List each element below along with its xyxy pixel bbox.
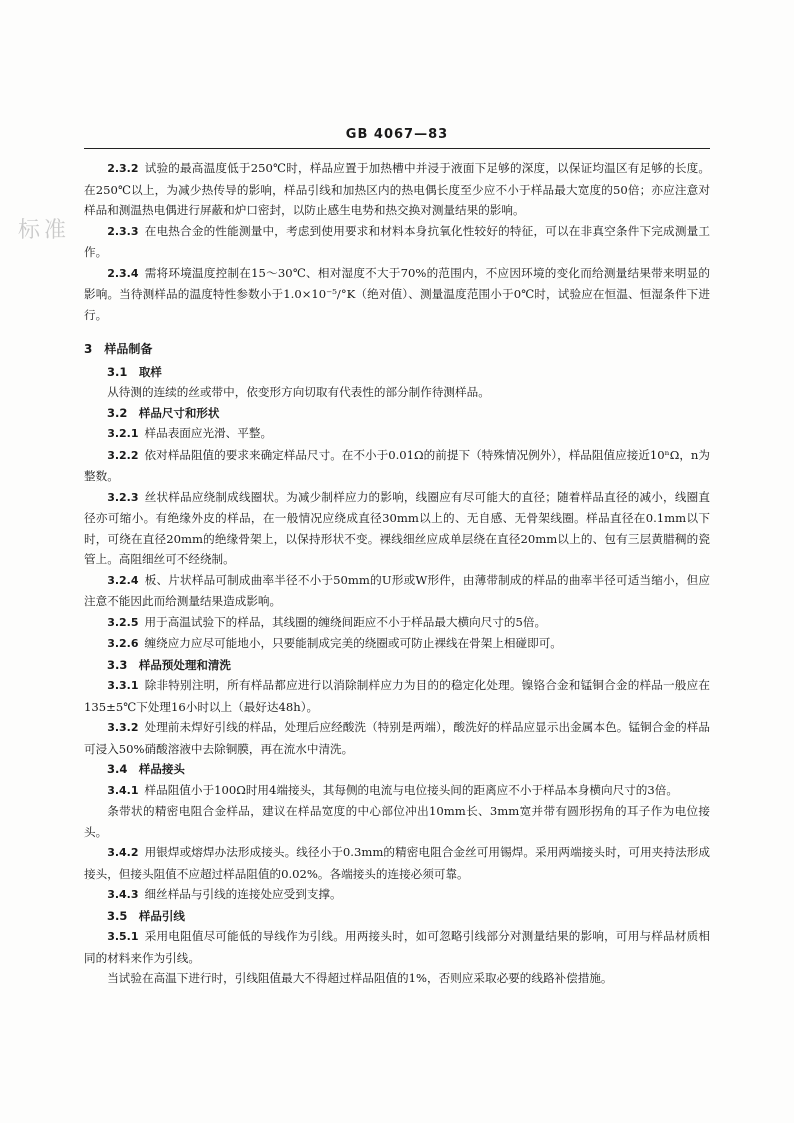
clause-2-3-4 — [84, 263, 710, 326]
clause-3-5-1 — [84, 926, 710, 968]
section-heading-3-2: 3.2 样品尺寸和形状 — [107, 405, 220, 420]
clause-text: 处理前未焊好引线的样品，处理后应经酸洗（特别是两端），酸洗好的样品应显示出金属本色。锰铜合金的样品可浸入50%硝酸溶液中去除铜膜，再在流水中清洗。 — [84, 720, 710, 756]
section-heading-3-3: 3.3 样品预处理和清洗 — [107, 657, 231, 672]
clause-text: 板、片状样品可制成曲率半径不小于50mm的U形或W形件，由薄带制成的样品的曲率半径可适当缩小，但应注意不能因此而给测量结果造成影响。 — [84, 572, 710, 608]
clause-text: 需将环境温度控制在15～30℃、相对湿度不大于70%的范围内，不应因环境的变化而给测量结果带来明显的影响。当待测样品的温度特性参数小于1.0×10⁻⁵/°K（绝对值）、测量温度范围小于0℃时，试验应在恒温、恒湿条件下进行。 — [84, 265, 710, 322]
clause-3-3-1 — [84, 675, 710, 717]
clause-3-2-2 — [84, 445, 710, 487]
paragraph-3-1: 从待测的连续的丝或带中，依变形方向切取有代表性的部分制作待测样品。 — [107, 385, 490, 399]
clause-number: 3.3.2 — [107, 721, 139, 734]
clause-text: 除非特别注明，所有样品都应进行以消除制样应力为目的的稳定化处理。镍铬合金和锰铜合金的样品一般应在135±5℃下处理16小时以上（最好达48h）。 — [84, 678, 710, 714]
clause-3-2-5 — [84, 612, 710, 634]
clause-text: 依对样品阻值的要求来确定样品尺寸。在不小于0.01Ω的前提下（特殊情况例外），样品阻值应接近10ⁿΩ，n为整数。 — [84, 447, 710, 483]
clause-number: 3.2.5 — [107, 615, 139, 629]
clause-3-2-6 — [84, 633, 710, 655]
clause-number: 3.4.1 — [107, 783, 139, 797]
section-heading-3: 3 样品制备 — [84, 342, 153, 356]
clause-number: 3.4.3 — [107, 888, 139, 901]
clause-number: 2.3.4 — [107, 266, 139, 280]
clause-number: 3.2.4 — [107, 573, 139, 587]
clause-3-4-2 — [84, 842, 710, 884]
clause-number: 3.3.1 — [107, 679, 139, 692]
clause-3-2-4 — [84, 570, 710, 612]
clause-3-2-3 — [84, 487, 710, 570]
clause-number: 3.2.1 — [107, 427, 139, 440]
clause-3-4-3 — [84, 884, 710, 906]
clause-number: 2.3.2 — [107, 162, 139, 175]
clause-text: 缠绕应力应尽可能地小，只要能制成完美的绕圈或可防止裸线在骨架上相碰即可。 — [144, 636, 562, 650]
section-heading-3-1: 3.1 取样 — [107, 364, 162, 379]
paragraph-3-5: 当试验在高温下进行时，引线阻值最大不得超过样品阻值的1%，否则应采取必要的线路补偿措施。 — [107, 971, 613, 985]
clause-number: 2.3.3 — [107, 224, 139, 238]
clause-number: 3.2.6 — [107, 637, 139, 650]
clause-text: 采用电阻值尽可能低的导线作为引线。用两接头时，如可忽略引线部分对测量结果的影响，可用与样品材质相同的材料来作为引线。 — [84, 929, 710, 965]
clause-3-3-2 — [84, 717, 710, 759]
header-rule — [84, 148, 710, 149]
paragraph-3-4: 条带状的精密电阻合金样品，建议在样品宽度的中心部位冲出10mm长、3mm宽并带有圆形拐角的耳子作为电位接头。 — [84, 804, 710, 839]
page-header: GB 4067—83 — [345, 127, 449, 142]
section-heading-3-5: 3.5 样品引线 — [107, 908, 185, 923]
clause-text: 样品表面应光滑、平整。 — [144, 426, 273, 440]
clause-text: 细丝样品与引线的连接处应受到支撑。 — [144, 887, 342, 901]
clause-text: 在电热合金的性能测量中，考虑到使用要求和材料本身抗氧化性较好的特征，可以在非真空条件下完成测量工作。 — [84, 223, 710, 259]
clause-2-3-2 — [84, 158, 710, 221]
clause-number: 3.2.3 — [107, 490, 139, 504]
clause-number: 3.2.2 — [107, 448, 139, 462]
clause-number: 3.4.2 — [107, 846, 139, 859]
clause-3-4-1 — [84, 780, 710, 802]
clause-2-3-3 — [84, 221, 710, 263]
clause-text: 用于高温试验下的样品，其线圈的缠绕间距应不小于样品最大横向尺寸的5倍。 — [144, 614, 547, 629]
clause-text: 样品阻值小于100Ω时用4端接头，其每侧的电流与电位接头间的距离应不小于样品本身横向尺寸的3倍。 — [144, 782, 678, 797]
document-body — [84, 158, 710, 989]
section-heading-3-4: 3.4 样品接头 — [107, 762, 185, 776]
clause-text: 用银焊或熔焊办法形成接头。线径小于0.3mm的精密电阻合金丝可用锡焊。采用两端接头时，可用夹持法形成接头，但接头阻值不应超过样品阻值的0.02%。各端接头的连接必须可靠。 — [84, 845, 710, 881]
clause-3-2-1 — [84, 423, 710, 445]
clause-text: 丝状样品应绕制成线圈状。为减少制样应力的影响，线圈应有尽可能大的直径；随着样品直径的减小，线圈直径亦可缩小。有绝缘外皮的样品，在一般情况应绕成直径30mm以上的、无自感、无骨架线圈。样品直径在0.1mm以下时，可绕在直径20mm的绝缘骨架上，以保持形状不变。裸线细丝应成单层绕在直径20mm以上的、包有三层黄腊稠的瓷管上。高阻细丝可不经绕制。 — [84, 489, 710, 566]
clause-text: 试验的最高温度低于250℃时，样品应置于加热槽中并浸于液面下足够的深度，以保证均温区有足够的长度。在250℃以上，为减少热传导的影响，样品引线和加热区内的热电偶长度至少应不小于样品最大宽度的50倍；亦应注意对样品和测温热电偶进行屏蔽和炉口密封，以防止感生电势和热交换对测量结果的影响。 — [84, 161, 710, 217]
clause-number: 3.5.1 — [107, 930, 139, 943]
watermark: 标准 — [18, 218, 71, 243]
